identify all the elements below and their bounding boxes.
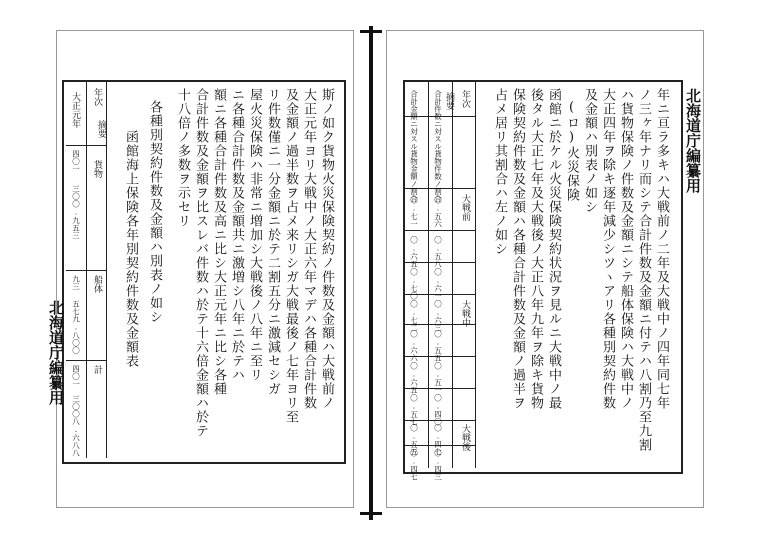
- left-cell: 四〇一: [71, 365, 81, 388]
- left-cell: 三〇〇八.六八八: [71, 395, 81, 457]
- right-header: 北海道庁編纂用: [684, 88, 702, 193]
- book-spine: [369, 26, 373, 520]
- left-line-10: 各種別契約件数及金額ハ別表ノ如シ: [147, 100, 162, 324]
- left-line-2: 大正元年ヨリ大戦中ノ大正六年マデハ各種合計件数: [301, 88, 316, 410]
- right-line-3: ハ貨物保険ノ件数及金額ニシテ船体保険ハ大戦中ノ: [618, 88, 633, 410]
- left-row-label: 大正元年: [70, 92, 80, 128]
- right-line-2: ノ三ヶ年ナリ而シテ合計件数及金額ニ付テハ八割乃至九割: [636, 88, 651, 452]
- right-line-9: 保険契約件数及金額ハ各種合計件数及金額ノ過半ヲ: [510, 88, 525, 410]
- left-line-4: リ件数僅ニ一分金額ニ於テ二割五分ニ激減セシガ: [265, 88, 280, 396]
- left-cell: 三〇〇.九五三: [71, 185, 81, 239]
- right-group-label: 大戦前: [460, 194, 470, 221]
- right-cell: 〇.四七: [409, 449, 419, 481]
- left-table-corner-bottom: 摘要: [96, 120, 106, 138]
- right-cell: 〇.五五: [433, 330, 443, 362]
- right-cell: 〇.六五: [409, 236, 419, 268]
- left-cell: 九三: [71, 275, 81, 290]
- right-line-5: 及金額ハ別表ノ如シ: [582, 88, 597, 214]
- right-cell: 〇.六六: [409, 330, 419, 362]
- left-line-3: 及金額ノ過半数ヲ占メ来リシガ大戦最後ノ七年ヨリ至: [283, 88, 298, 424]
- right-cell: 〇.五七: [409, 394, 419, 426]
- spine-cap-bottom: [360, 512, 382, 515]
- right-line-4: 大正四年ヲ除キ逐年減少シツヽアリ各種別契約件数: [600, 88, 615, 410]
- right-group-label: 大戦後: [460, 424, 470, 451]
- spine-cap-top: [360, 30, 382, 33]
- left-col-header: 計: [92, 365, 102, 374]
- left-cell: 五七九.八〇〇: [71, 300, 81, 354]
- right-line-7: 函館ニ於ケル火災保険契約状況ヲ見ルニ大戦中ノ最: [546, 88, 561, 410]
- right-group-label: 大戦中: [460, 300, 470, 327]
- right-cell: 〇.五六: [433, 196, 443, 228]
- right-cell: 〇.七一: [409, 196, 419, 228]
- left-line-1: 斯ノ如ク貨物火災保険契約ノ件数及金額ハ大戦前ノ: [319, 88, 334, 410]
- left-col-header: 貨物: [92, 160, 102, 178]
- right-line-1: 年ニ亘ラ多キハ大戦前ノ二年及大戦中ノ四年同七年: [654, 88, 669, 410]
- left-line-6: ニ各種合計件数及金額共ニ激増シ八年ニ於テハ: [229, 88, 244, 382]
- right-cell: 〇.五五: [409, 424, 419, 456]
- left-line-7: 額ニ各種合計件数及高ニ比シ大正元年ニ比シ各種: [211, 88, 226, 396]
- left-line-11: 函館海上保険各年別契約件数及金額表: [123, 130, 138, 368]
- right-cell: 〇.六五: [409, 362, 419, 394]
- left-table-corner-top: 年次: [92, 88, 102, 106]
- right-row-header-1: 合計件数ニ対スル貨物件数ノ割合: [433, 90, 443, 203]
- right-cell: 〇.五八: [433, 236, 443, 268]
- left-col-header: 船体: [92, 275, 102, 293]
- left-line-9: 十八倍ノ多数ヲ示セリ: [175, 88, 190, 228]
- right-cell: 〇.七〇: [409, 268, 419, 300]
- left-line-8: 合計件数及金額ヲ比スレバ件数ハ於テ十六倍金額ハ於テ: [193, 88, 208, 438]
- right-cell: 〇.四七: [433, 424, 443, 456]
- right-row-header-2: 合計金額ニ対スル貨物金額ノ割合: [409, 90, 419, 203]
- right-cell: 〇.六三: [433, 300, 443, 332]
- right-table-corner-bottom: 摘要: [444, 92, 454, 110]
- right-cell: 〇.七二: [409, 300, 419, 332]
- right-line-10: 占メ居リ其割合ハ左ノ如シ: [492, 88, 507, 256]
- left-footer: 北海道庁編纂用: [47, 300, 65, 405]
- right-cell: 〇.四〇: [433, 394, 443, 426]
- right-line-6: (ロ)火災保険: [564, 100, 579, 202]
- right-line-8: 後タル大正七年及大戦後ノ大正八年九年ヲ除キ貨物: [528, 88, 543, 410]
- left-line-5: 屋火災保険ハ非常ニ増加シ大戦後ノ八年ニ至リ: [247, 88, 262, 382]
- right-cell: 〇.五一: [433, 362, 443, 394]
- right-table-corner-top: 年次: [460, 90, 470, 108]
- left-cell: 四〇一: [71, 150, 81, 173]
- right-cell: 〇.四三: [433, 449, 443, 481]
- right-cell: 〇.六一: [433, 268, 443, 300]
